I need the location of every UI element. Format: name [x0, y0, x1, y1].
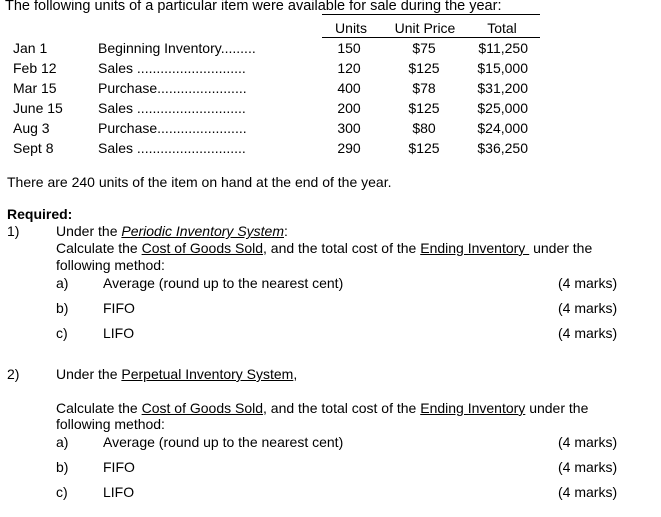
header-units: Units [335, 20, 367, 36]
row-date: Mar 15 [13, 80, 57, 96]
question-instruction-line2: following method: [56, 416, 165, 432]
heading-suffix: : [284, 223, 288, 239]
row-date: Aug 3 [13, 120, 50, 136]
row-description: Sales ............................ [98, 140, 246, 156]
option-letter: c) [56, 325, 68, 341]
instruction-suffix: under the [529, 240, 593, 256]
instruction-suffix: under the [525, 400, 589, 416]
option-marks: (4 marks) [558, 459, 618, 475]
question-instruction [56, 240, 592, 256]
question-number: 1) [7, 223, 20, 239]
row-units: 120 [337, 60, 361, 76]
question-heading [56, 366, 297, 382]
row-total: $25,000 [477, 100, 528, 116]
option-marks: (4 marks) [558, 300, 618, 316]
header-bottom-rule [322, 37, 540, 38]
row-unit-price: $78 [412, 80, 436, 96]
row-units: 200 [337, 100, 361, 116]
instruction-middle: , and the total cost of the [263, 400, 421, 416]
option-text: FIFO [103, 300, 135, 316]
instruction-prefix: Calculate the [56, 240, 142, 256]
option-marks: (4 marks) [558, 484, 618, 500]
row-date: June 15 [13, 100, 63, 116]
row-unit-price: $75 [412, 40, 436, 56]
heading-prefix: Under the [56, 366, 122, 382]
header-unit-price: Unit Price [394, 20, 456, 36]
row-date: Sept 8 [13, 140, 54, 156]
row-total: $36,250 [477, 140, 528, 156]
on-hand-note: There are 240 units of the item on hand at the end of the year. [7, 174, 392, 190]
option-text: Average (round up to the nearest cent) [103, 434, 344, 450]
row-description: Purchase....................... [98, 120, 247, 136]
question-number: 2) [7, 366, 20, 382]
option-text: LIFO [103, 484, 135, 500]
row-unit-price: $80 [412, 120, 436, 136]
ending-inventory-term: Ending Inventory [420, 240, 530, 256]
row-unit-price: $125 [408, 100, 440, 116]
row-units: 290 [337, 140, 361, 156]
ending-inventory-term: Ending Inventory [420, 400, 526, 416]
option-marks: (4 marks) [558, 434, 618, 450]
row-total: $11,250 [478, 40, 528, 56]
intro-text: The following units of a particular item were available for sale during the year: [5, 0, 502, 14]
heading-suffix: , [293, 366, 298, 382]
row-total: $15,000 [477, 60, 528, 76]
header-total: Total [487, 20, 517, 36]
heading-prefix: Under the [56, 223, 122, 239]
row-description: Beginning Inventory......... [98, 40, 256, 56]
option-text: LIFO [103, 325, 135, 341]
option-text: Average (round up to the nearest cent) [103, 275, 344, 291]
header-top-rule [322, 14, 540, 15]
option-marks: (4 marks) [558, 275, 618, 291]
option-letter: a) [56, 434, 69, 450]
question-instruction-line2: following method: [56, 257, 165, 273]
required-heading: Required: [7, 206, 73, 222]
row-date: Jan 1 [13, 40, 48, 56]
cogs-term: Cost of Goods Sold [141, 400, 264, 416]
option-letter: a) [56, 275, 69, 291]
option-letter: b) [56, 300, 69, 316]
row-total: $31,200 [477, 80, 528, 96]
row-description: Sales ............................ [98, 60, 246, 76]
row-units: 150 [337, 40, 361, 56]
row-date: Feb 12 [13, 60, 57, 76]
system-name: Periodic Inventory System [121, 223, 284, 239]
row-unit-price: $125 [408, 140, 440, 156]
instruction-prefix: Calculate the [56, 400, 142, 416]
row-total: $24,000 [477, 120, 528, 136]
row-units: 400 [337, 80, 361, 96]
cogs-term: Cost of Goods Sold [141, 240, 264, 256]
row-unit-price: $125 [408, 60, 440, 76]
question-instruction [56, 400, 588, 416]
option-text: FIFO [103, 459, 135, 475]
row-description: Sales ............................ [98, 100, 246, 116]
row-description: Purchase....................... [98, 80, 247, 96]
system-name: Perpetual Inventory System [121, 366, 294, 382]
instruction-middle: , and the total cost of the [263, 240, 421, 256]
row-units: 300 [337, 120, 361, 136]
question-heading [56, 223, 288, 239]
option-letter: b) [56, 459, 69, 475]
option-marks: (4 marks) [558, 325, 618, 341]
option-letter: c) [56, 484, 68, 500]
